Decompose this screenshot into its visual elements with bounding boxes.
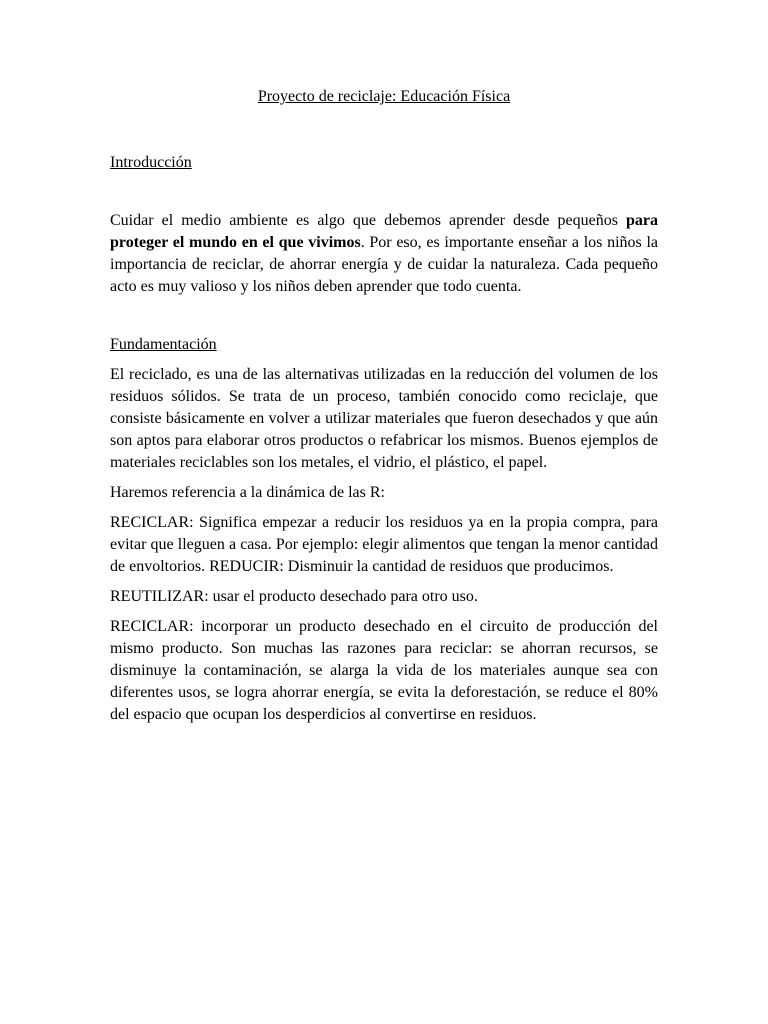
intro-text-bold: para proteger el mundo en el que vivimos <box>110 212 658 251</box>
document-title: Proyecto de reciclaje: Educación Física <box>257 88 511 105</box>
intro-heading: Introducción <box>110 154 192 171</box>
fundamentacion-paragraph-2: Haremos referencia a la dinámica de las R: <box>110 484 385 501</box>
fundamentacion-paragraph-5: RECICLAR: incorporar un producto desechado en el circuito de producción del mismo producto. Son muchas las razones para reciclar: se ahorran recursos, se disminuye la contaminación, se alarga la vida de los materiales aunque sea con diferentes usos, se logra ahorrar energía, se evita la deforestación, se reduce el 80% del espacio que ocupan los desperdicios al convertirse en residuos. <box>110 618 658 723</box>
fundamentacion-paragraph-4: REUTILIZAR: usar el producto desechado para otro uso. <box>110 588 478 605</box>
document-page <box>110 80 658 726</box>
fundamentacion-paragraph-1: El reciclado, es una de las alternativas utilizadas en la reducción del volumen de los residuos sólidos. Se trata de un proceso, también conocido como reciclaje, que consiste básicamente en volver a utilizar materiales que fueron desechados y que aún son aptos para elaborar otros productos o refabricar los mismos. Buenos ejemplos de materiales reciclables son los metales, el vidrio, el plástico, el papel. <box>110 366 658 471</box>
intro-text-start: Cuidar el medio ambiente es algo que debemos aprender desde pequeños <box>110 212 626 229</box>
fundamentacion-heading: Fundamentación <box>110 336 217 353</box>
fundamentacion-paragraph-3: RECICLAR: Significa empezar a reducir los residuos ya en la propia compra, para evitar que lleguen a casa. Por ejemplo: elegir alimentos que tengan la menor cantidad de envoltorios. REDUCIR: Disminuir la cantidad de residuos que producimos. <box>110 514 658 575</box>
intro-text-end: . Por eso, es importante enseñar a los niños la importancia de reciclar, de ahorrar energía y de cuidar la naturaleza. Cada pequeño acto es muy valioso y los niños deben aprender que todo cuenta. <box>110 234 659 295</box>
intro-paragraph <box>110 210 658 298</box>
